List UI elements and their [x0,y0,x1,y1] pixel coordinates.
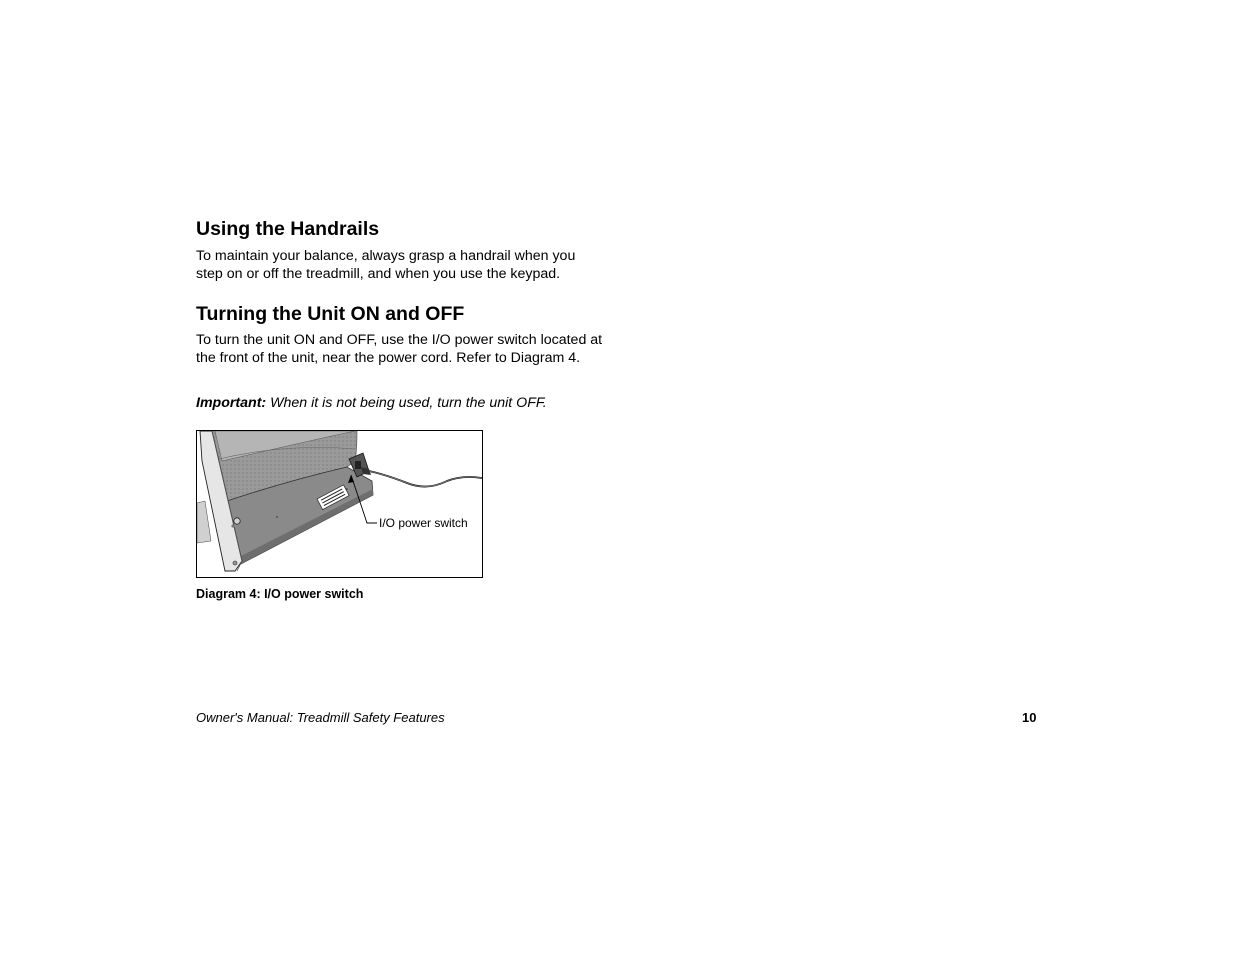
heading-turning-unit-on-off: Turning the Unit ON and OFF [196,303,465,325]
page-number: 10 [1022,710,1037,725]
diagram-power-switch [196,430,483,578]
figure-caption: Diagram 4: I/O power switch [196,587,364,601]
paragraph-handrails: To maintain your balance, always grasp a handrail when you step on or off the treadmill, and when you use the keypad. [196,248,576,282]
important-label: Important: [196,395,267,411]
callout-power-switch: I/O power switch [379,516,468,530]
heading-using-handrails: Using the Handrails [196,218,380,240]
treadmill-illustration [197,431,482,577]
footer-title: Owner's Manual: Treadmill Safety Features [196,710,445,725]
paragraph-on-off: To turn the unit ON and OFF, use the I/O power switch located at the front of the unit, near the power cord. Refer to Diagram 4. [196,332,603,366]
important-text: When it is not being used, turn the unit OFF. [270,395,547,411]
important-note [196,394,616,412]
